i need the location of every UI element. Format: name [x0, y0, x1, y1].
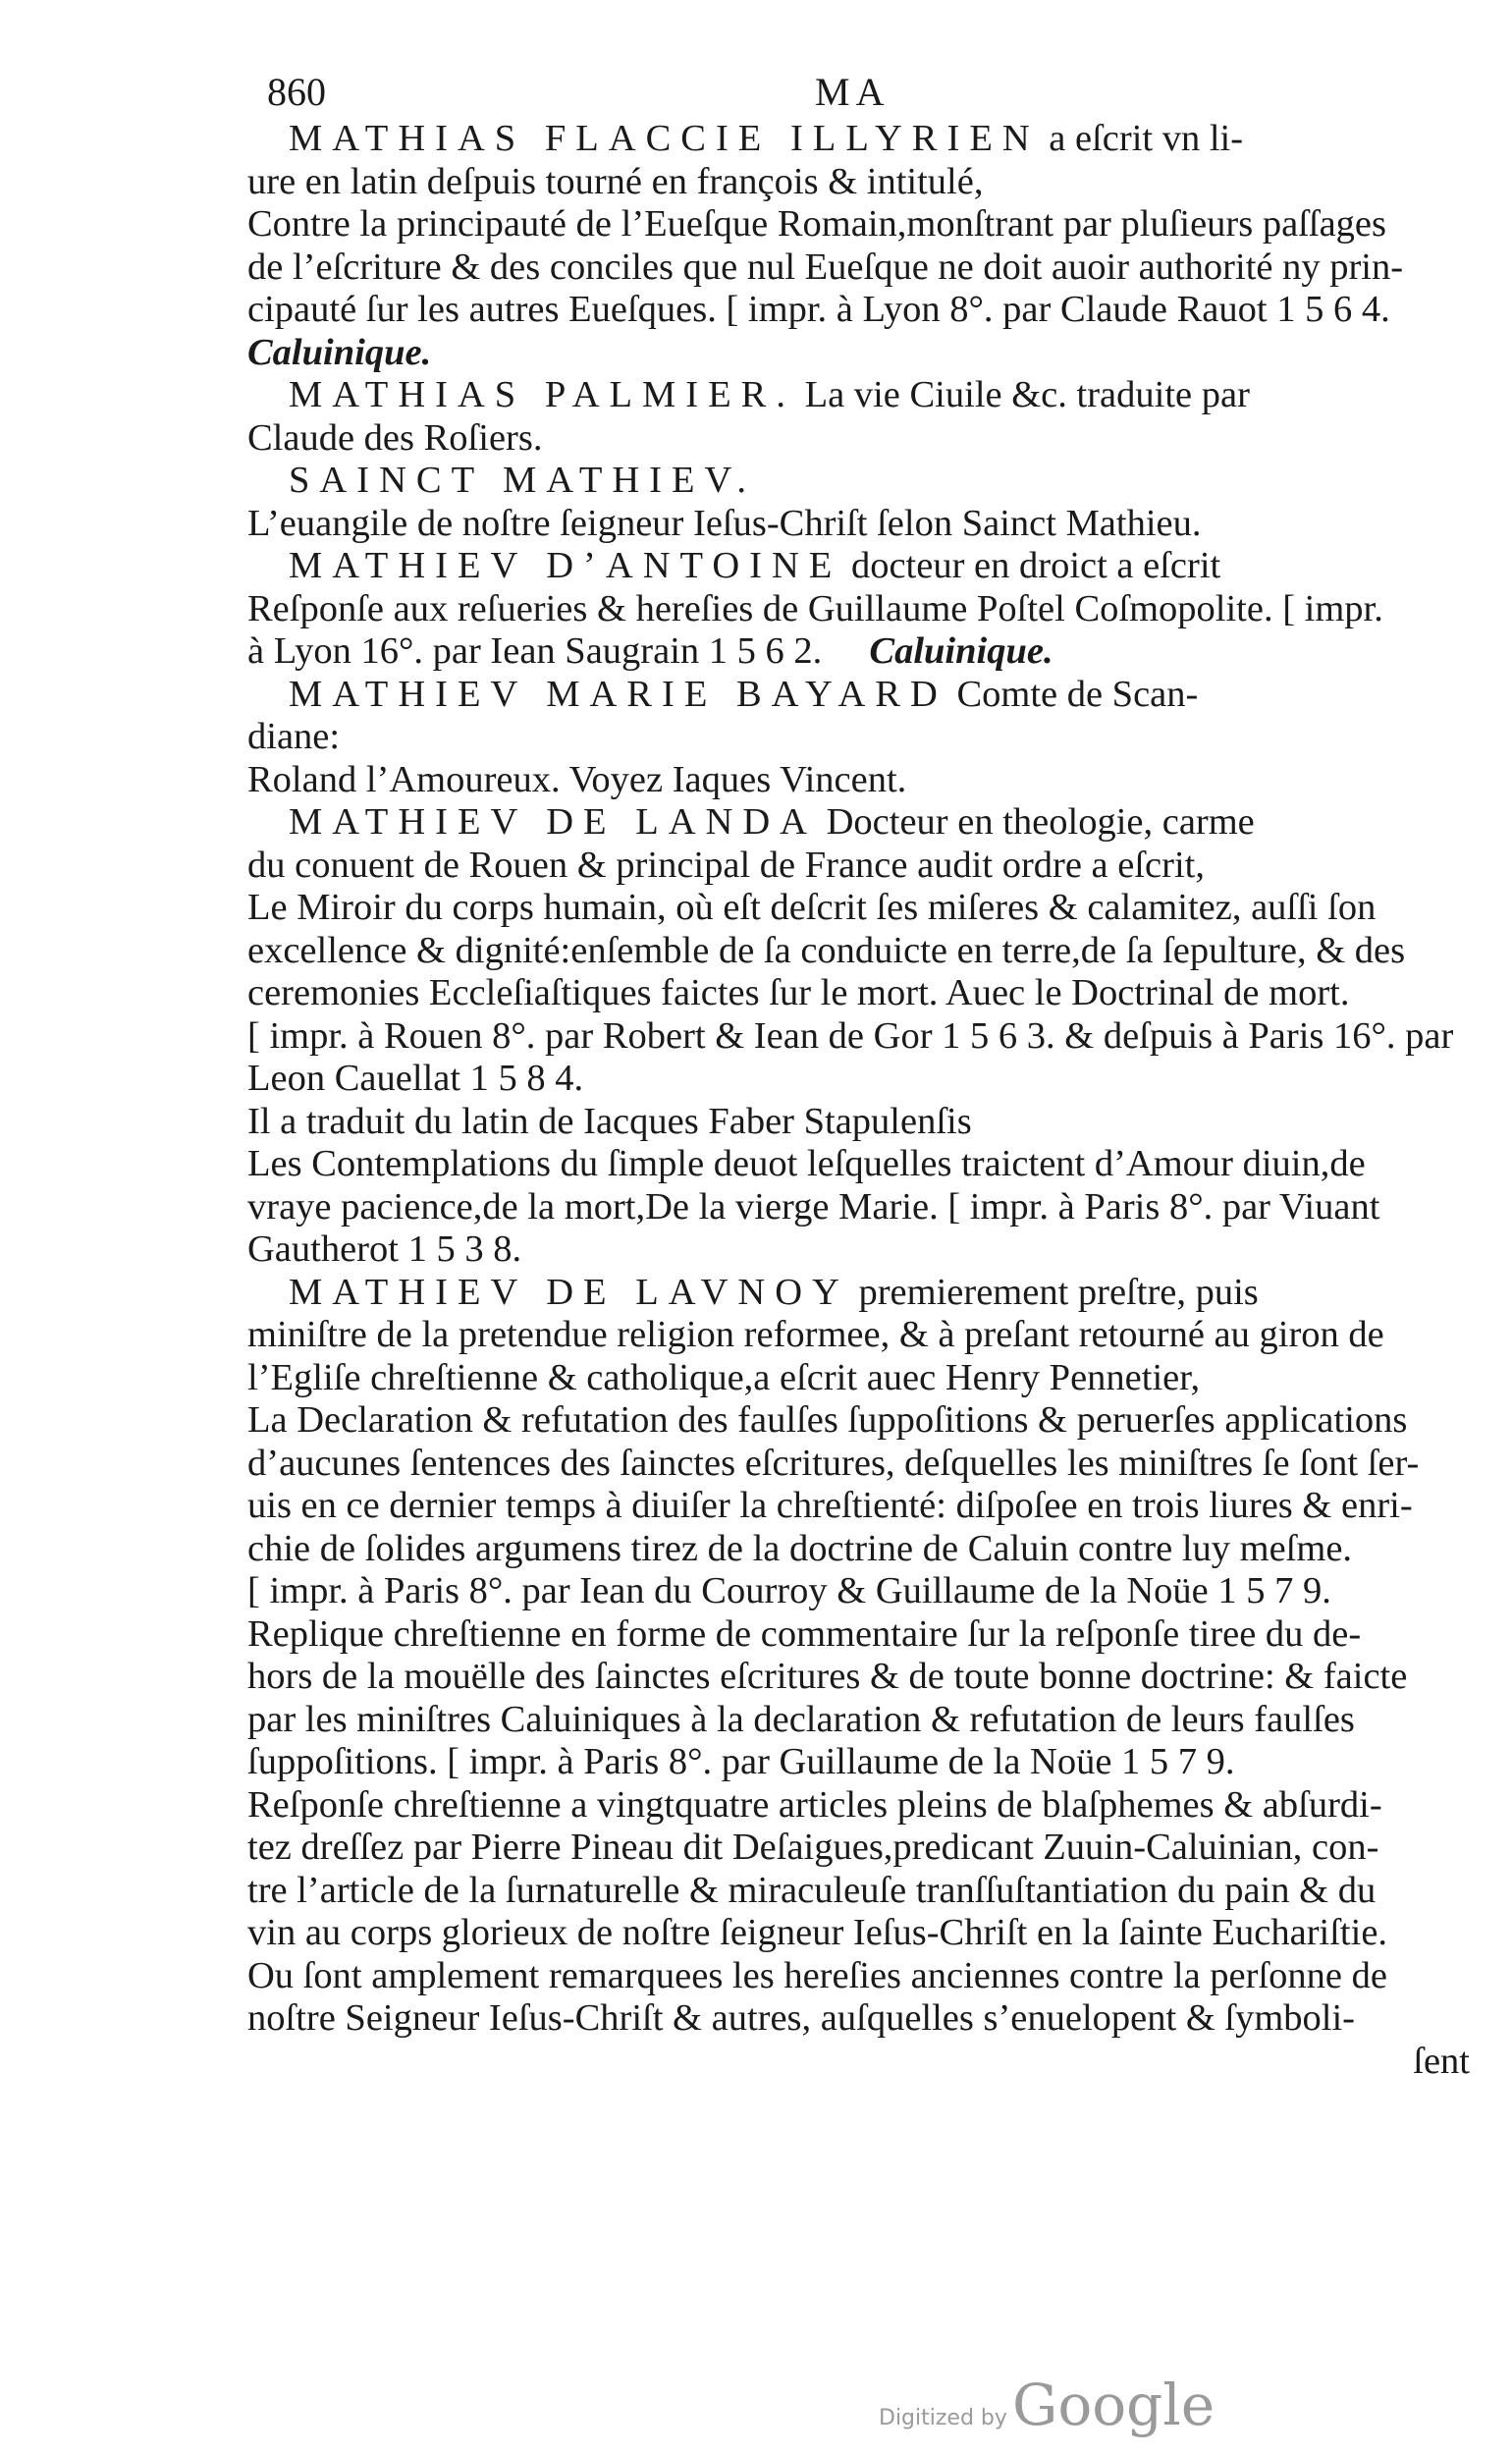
line-text: à Lyon 16°. par Iean Saugrain 1 5 6 2. [247, 630, 823, 672]
entry-heading-line [247, 801, 1470, 845]
text-line: Ou ſont amplement remarquees les hereſies anciennes contre la perſonne de [247, 1954, 1387, 1996]
running-head: MA [815, 70, 891, 114]
text-line: hors de la mouëlle des ſainctes eſcritures & de toute bonne doctrine: & faicte [247, 1656, 1408, 1697]
text-line: Leon Cauellat 1 5 8 4. [247, 1058, 584, 1099]
google-logo: Google [1012, 2372, 1215, 2438]
entry-text: docteur en droict a eſcrit [841, 545, 1221, 586]
text-line: chie de ſolides argumens tirez de la doctrine de Caluin contre luy meſme. [247, 1527, 1353, 1569]
text-line: cipauté ſur les autres Eueſques. [ impr. à Lyon 8°. par Claude Rauot 1 5 6 4. [247, 289, 1390, 330]
text-line: La Declaration & refutation des faulſes ſuppoſitions & peruerſes applications [247, 1399, 1408, 1441]
page-body [247, 118, 1470, 2083]
text-line: L’euangile de noſtre ſeigneur Ieſus-Chriſt ſelon Sainct Mathieu. [247, 502, 1202, 544]
text-line: ceremonies Eccleſiaſtiques faictes ſur le mort. Auec le Doctrinal de mort. [247, 972, 1350, 1013]
entry-heading-line [247, 118, 1470, 161]
entry-heading-line [247, 1272, 1470, 1315]
text-line: ſuppoſitions. [ impr. à Paris 8°. par Guillaume de la Noüe 1 5 7 9. [247, 1741, 1235, 1782]
text-line: uis en ce dernier temps à diuiſer la chreſtienté: diſpoſee en trois liures & enri- [247, 1485, 1413, 1526]
text-line: Reſponſe chreſtienne a vingtquatre articles pleins de blaſphemes & abſurdi- [247, 1783, 1382, 1826]
italic-line [247, 332, 1470, 375]
text-line: Contre la principauté de l’Eueſque Romain,monſtrant par pluſieurs paſſages [247, 203, 1387, 245]
text-line: vraye pacience,de la mort,De la vierge Marie. [ impr. à Paris 8°. par Viuant [247, 1185, 1380, 1228]
text-line: ure en latin deſpuis tourné en françois & intitulé, [247, 160, 984, 202]
entry-heading-line [247, 545, 1470, 588]
text-line: Les Contemplations du ſimple deuot leſquelles traictent d’Amour diuin,de [247, 1143, 1366, 1184]
digitized-watermark [879, 2372, 1215, 2438]
text-line: par les miniſtres Caluiniques à la declaration & refutation de leurs faulſes [247, 1698, 1355, 1740]
catchword: ſent [1413, 2040, 1470, 2082]
text-line: Reſponſe aux reſueries & hereſies de Guillaume Poſtel Coſmopolite. [ impr. [247, 587, 1383, 629]
text-line: Gautherot 1 5 3 8. [247, 1228, 522, 1270]
watermark-prefix: Digitized by [879, 2406, 1007, 2430]
author-name: SAINCT MATHIEV. [289, 460, 757, 501]
text-line [247, 630, 1470, 674]
author-name: MATHIEV DE LANDA [289, 801, 817, 843]
text-line: excellence & dignité:enſemble de ſa conduicte en terre,de ſa ſepulture, & des [247, 929, 1406, 971]
author-name: MATHIAS FLACCIE ILLYRIEN [289, 118, 1040, 159]
entry-heading-line [247, 460, 1470, 503]
text-line: Roland l’Amoureux. Voyez Iaques Vincent. [247, 758, 907, 800]
text-line: Il a traduit du latin de Iacques Faber Stapulenſis [247, 1100, 972, 1142]
author-name: MATHIEV DE LAVNOY [289, 1271, 849, 1313]
text-line: miniſtre de la pretendue religion reformee, & à preſant retourné au giron de [247, 1314, 1384, 1355]
text-line: Replique chreſtienne en forme de commentaire ſur la reſponſe tiree du de- [247, 1612, 1362, 1655]
author-name: MATHIEV MARIE BAYARD [289, 673, 947, 715]
text-line: d’aucunes ſentences des ſainctes eſcritures, deſquelles les miniſtres ſe ſont ſer- [247, 1442, 1420, 1484]
text-line: vin au corps glorieux de noſtre ſeigneur Ieſus-Chriſt en la ſainte Euchariſtie. [247, 1912, 1388, 1953]
entry-text: a eſcrit vn li- [1039, 118, 1244, 159]
text-line: l’Egliſe chreſtienne & catholique,a eſcrit auec Henry Pennetier, [247, 1356, 1201, 1398]
text-line: [ impr. à Paris 8°. par Iean du Courroy & Guillaume de la Noüe 1 5 7 9. [247, 1570, 1331, 1611]
text-line: Claude des Roſiers. [247, 416, 543, 459]
page-number: 860 [267, 70, 326, 114]
author-name: MATHIEV D’ANTOINE [289, 545, 842, 586]
text-line: tre l’article de la ſurnaturelle & miraculeuſe tranſſuſtantiation du pain & du [247, 1869, 1377, 1911]
text-line: noſtre Seigneur Ieſus-Chriſt & autres, auſquelles s’enuelopent & ſymboli- [247, 1997, 1356, 2039]
italic-note: Caluinique. [869, 630, 1053, 672]
entry-text: premierement preſtre, puis [848, 1271, 1259, 1313]
entry-text: La vie Ciuile &c. traduite par [794, 374, 1250, 415]
text-line: tez dreſſez par Pierre Pineau dit Deſaigues,predicant Zuuin-Caluinian, con- [247, 1827, 1379, 1868]
text-line: Le Miroir du corps humain, où eſt deſcrit ſes miſeres & calamitez, auſſi ſon [247, 887, 1377, 928]
entry-heading-line [247, 374, 1470, 417]
text-line: du conuent de Rouen & principal de France audit ordre a eſcrit, [247, 844, 1205, 886]
entry-text: Docteur en theologie, carme [817, 801, 1255, 843]
text-line: de l’eſcriture & des conciles que nul Eueſque ne doit auoir authorité ny prin- [247, 246, 1404, 288]
entry-heading-line [247, 674, 1470, 717]
author-name: MATHIAS PALMIER. [289, 374, 795, 415]
italic-note: Caluinique. [247, 331, 432, 373]
text-line: diane: [247, 716, 341, 757]
entry-text: Comte de Scan- [946, 673, 1199, 715]
text-line: [ impr. à Rouen 8°. par Robert & Iean de Gor 1 5 6 3. & deſpuis à Paris 16°. par [247, 1014, 1454, 1057]
